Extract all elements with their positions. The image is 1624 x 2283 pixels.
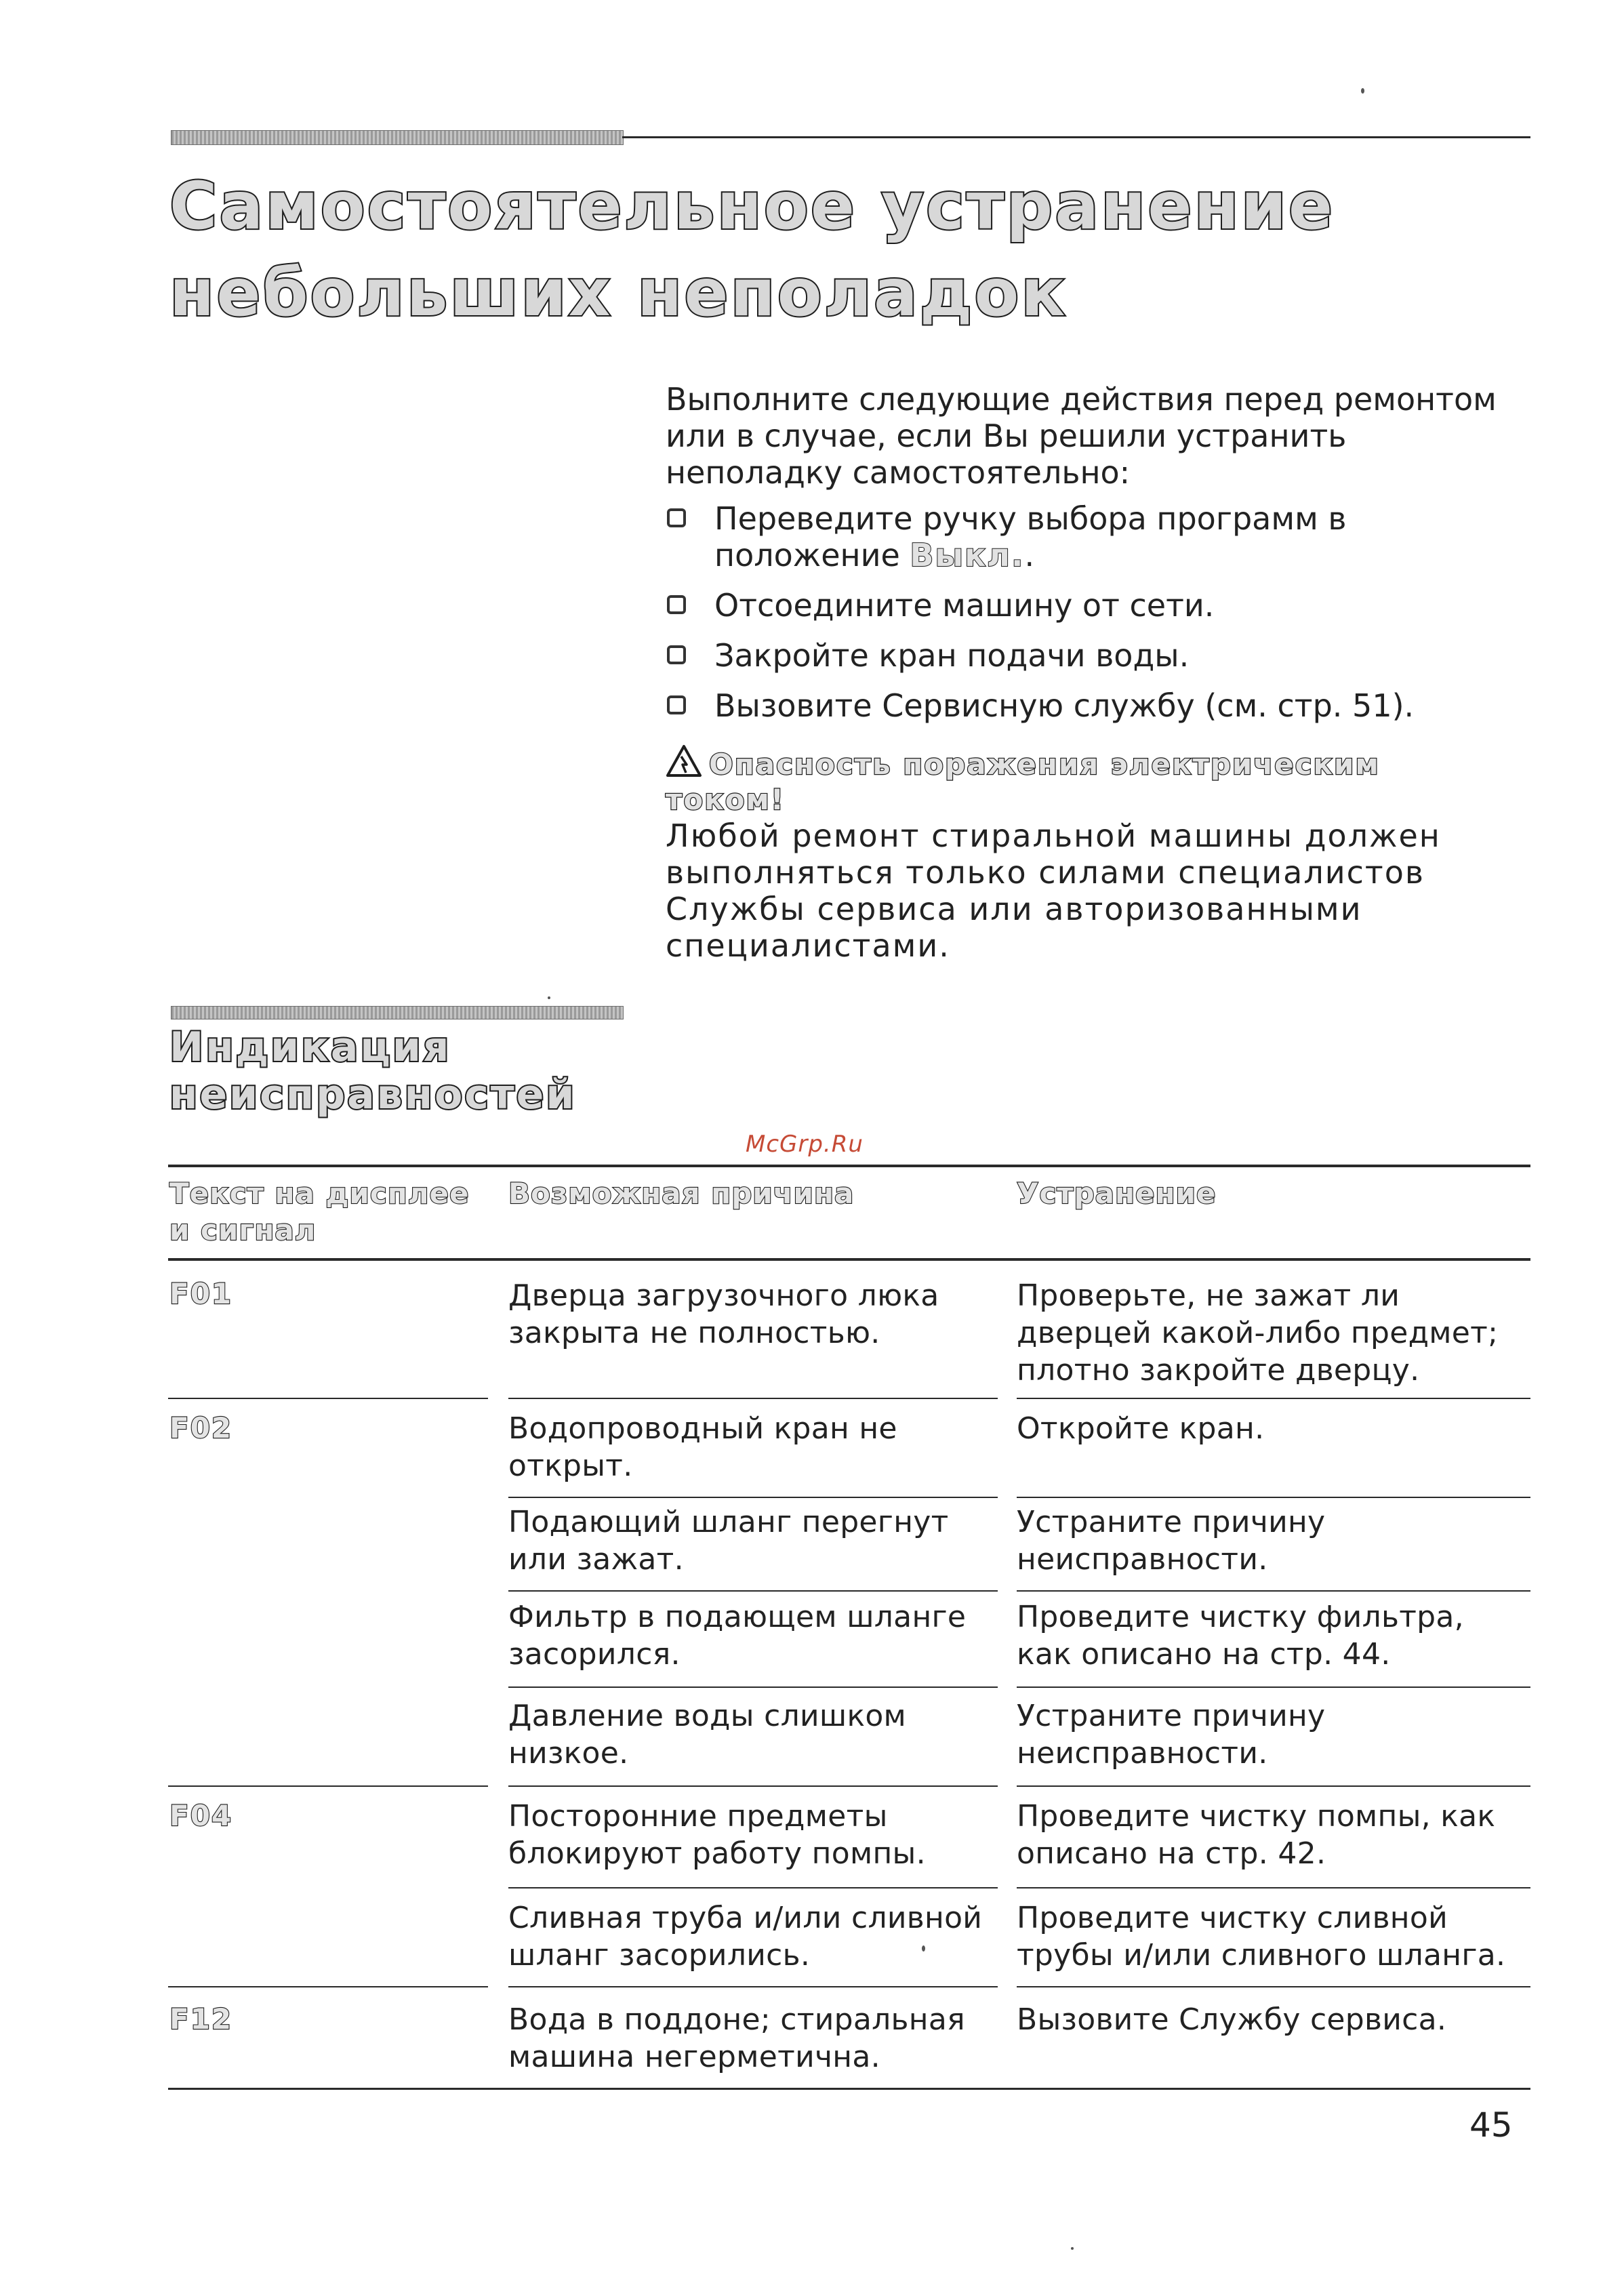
row-rule <box>508 1497 998 1498</box>
warning-heading: Опасность поражения электрическим током! <box>666 744 1506 817</box>
cause-cell: Подающий шланг перегнут или зажат. <box>508 1505 949 1577</box>
row-rule <box>508 1686 998 1688</box>
header-possible-cause: Возможная причина <box>508 1177 855 1210</box>
remedy-cell: Проведите чистку фильтра, как описано на стр. 44. <box>1017 1600 1464 1672</box>
row-rule <box>508 1590 998 1592</box>
top-rule <box>622 136 1530 138</box>
checklist <box>666 500 1506 724</box>
fault-code: F12 <box>169 2002 233 2036</box>
row-rule <box>1017 1686 1530 1688</box>
row-rule <box>1017 1986 1530 1987</box>
header-display-text: Текст на дисплее и сигнал <box>169 1177 470 1247</box>
row-rule <box>168 1785 488 1787</box>
scan-speck <box>922 1945 925 1952</box>
page-title <box>169 163 1335 336</box>
cause-cell: Посторонние предметы блокируют работу помпы. <box>508 1799 926 1871</box>
scan-speck <box>1361 88 1364 94</box>
checkbox-icon <box>667 595 686 614</box>
row-rule <box>168 1398 488 1399</box>
cause-cell: Давление воды слишком низкое. <box>508 1699 907 1771</box>
remedy-cell: Вызовите Службу сервиса. <box>1017 2002 1447 2037</box>
table-top-rule <box>168 1165 1530 1167</box>
checkbox-icon <box>667 508 686 527</box>
row-rule <box>508 1785 998 1787</box>
row-rule <box>1017 1785 1530 1787</box>
page-number: 45 <box>1469 2105 1513 2145</box>
row-rule <box>508 1986 998 1987</box>
row-rule <box>1017 1497 1530 1498</box>
checklist-item: Отсоедините машину от сети. <box>666 587 1506 624</box>
section-title <box>169 1024 576 1118</box>
row-rule <box>1017 1398 1530 1399</box>
remedy-cell: Проверьте, не зажат ли дверцей какой-либо предмет; плотно закройте дверцу. <box>1017 1278 1499 1388</box>
remedy-cell: Проведите чистку сливной трубы и/или сливного шланга. <box>1017 1901 1506 1973</box>
page-title-line1: Самостоятельное устранение <box>169 168 1335 244</box>
remedy-cell: Откройте кран. <box>1017 1411 1265 1446</box>
row-rule <box>1017 1887 1530 1888</box>
checklist-item: Переведите ручку выбора программ в положение Выкл.. <box>666 500 1506 573</box>
intro-text: Выполните следующие действия перед ремонтом или в случае, если Вы решили устранить неполадку самостоятельно: <box>666 381 1497 491</box>
section-title-line2: неисправностей <box>169 1071 577 1118</box>
fault-code: F02 <box>169 1411 233 1444</box>
cause-cell: Фильтр в подающем шланге засорился. <box>508 1600 967 1672</box>
cause-cell: Вода в поддоне; стиральная машина негерметична. <box>508 2002 965 2074</box>
remedy-cell: Устраните причину неисправности. <box>1017 1699 1326 1771</box>
checkbox-icon <box>667 645 686 664</box>
remedy-cell: Устраните причину неисправности. <box>1017 1505 1326 1577</box>
cause-cell: Водопроводный кран не открыт. <box>508 1411 897 1483</box>
watermark: McGrp.Ru <box>746 1131 864 1158</box>
page-title-line2: небольших неполадок <box>169 255 1068 331</box>
intro-block <box>666 381 1506 964</box>
fault-code: F01 <box>169 1277 233 1310</box>
row-rule <box>1017 1590 1530 1592</box>
table-bottom-rule <box>168 2088 1530 2090</box>
warning-triangle-icon <box>666 744 702 778</box>
row-rule <box>508 1398 998 1399</box>
checkbox-icon <box>667 695 686 714</box>
cause-cell: Дверца загрузочного люка закрыта не полностью. <box>508 1278 939 1350</box>
row-rule <box>168 1986 488 1987</box>
cause-cell: Сливная труба и/или сливной шланг засорились. <box>508 1901 983 1973</box>
checklist-item: Закройте кран подачи воды. <box>666 637 1506 674</box>
header-remedy: Устранение <box>1017 1177 1217 1210</box>
section-title-line1: Индикация <box>169 1024 451 1071</box>
top-gray-bar <box>171 130 624 145</box>
row-rule <box>508 1887 998 1888</box>
warning-body: Любой ремонт стиральной машины должен выполняться только силами специалистов Службы сервиса или авторизованными специалистами. <box>666 817 1441 964</box>
scan-speck <box>1071 2247 1074 2250</box>
header-rule <box>168 1258 1530 1261</box>
bold-label: Выкл. <box>910 537 1025 573</box>
scan-speck <box>548 996 550 999</box>
section-gray-bar <box>171 1006 624 1019</box>
checklist-item: Вызовите Сервисную службу (см. стр. 51). <box>666 687 1506 724</box>
remedy-cell: Проведите чистку помпы, как описано на стр. 42. <box>1017 1799 1496 1871</box>
fault-code: F04 <box>169 1799 233 1832</box>
